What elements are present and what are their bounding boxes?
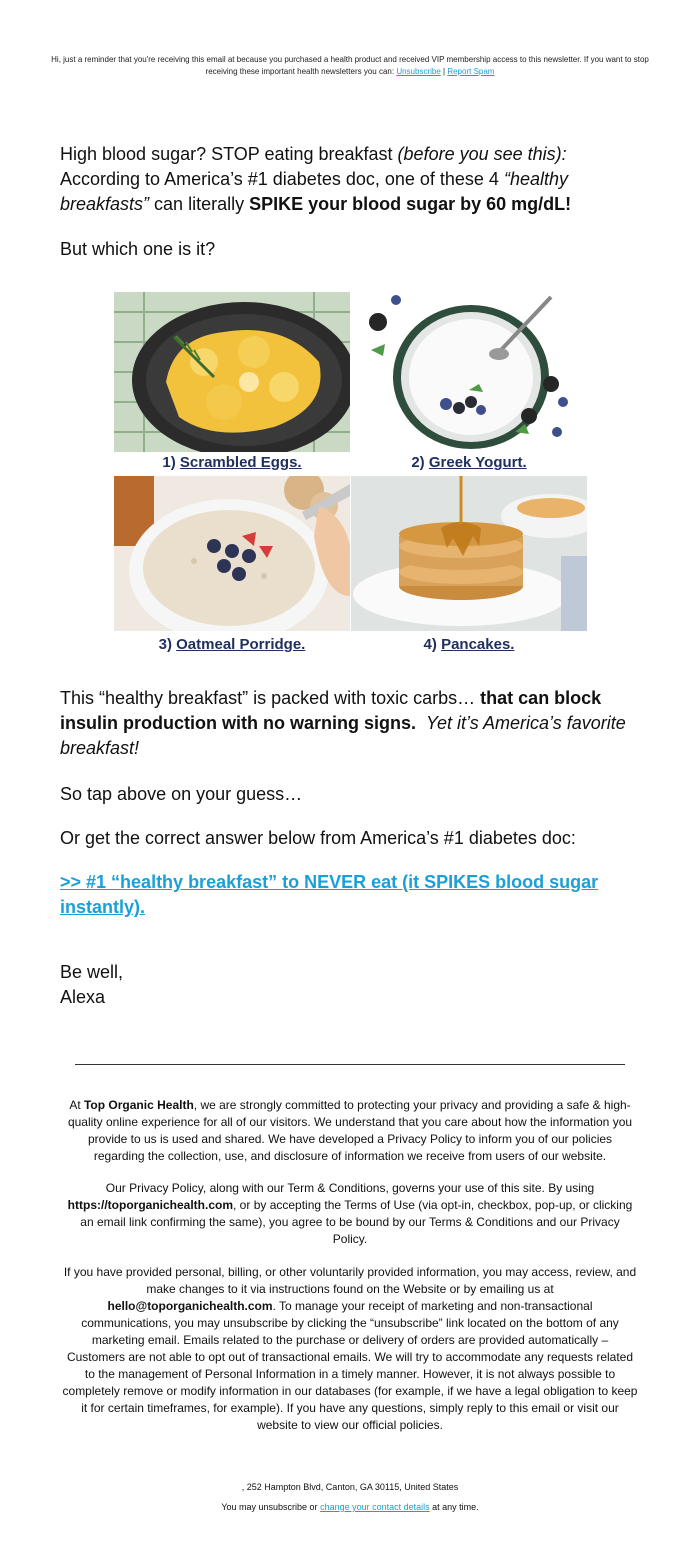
footer-terms-paragraph xyxy=(62,1180,638,1248)
header-notice-text: Hi, just a reminder that you're receiving this email at because you purchased a health product and received VIP membership access to this newsletter. If you want to stop receiving these important health newsletters you can: xyxy=(51,55,649,76)
oatmeal-image[interactable] xyxy=(114,476,350,631)
footer-p1-a: At xyxy=(69,1098,84,1112)
footer-unsub-end: at any time. xyxy=(429,1502,479,1512)
option-1-number: 1) xyxy=(162,454,176,471)
intro-italic-2: “healthy breakfasts” xyxy=(60,169,568,214)
footer-address: , 252 Hampton Blvd, Canton, GA 30115, United States xyxy=(241,1482,459,1492)
cta-paragraph xyxy=(60,870,620,920)
change-contact-details-link[interactable]: change your contact details xyxy=(320,1502,430,1512)
footer-p3-b: . To manage your receipt of marketing and non-transactional communications, you may unsubscribe by clicking the “unsubscribe” link located on the bottom of any marketing email. Emails related to the purchase or delivery of orders are provided automatically – Customers are not able to opt out of transactional emails. We will try to accommodate any requests related to the management of Personal Information in a timely manner. However, it is not always possible to completely remove or modify information in our databases (for example, if we have a legal obligation to keep it for certain timeframes, for example). If you have any questions, simply reply to this email or visit our website to view our official policies. xyxy=(62,1299,638,1432)
footer-p2-a: Our Privacy Policy, along with our Term & Conditions, governs your use of this site. By using xyxy=(105,1181,595,1195)
footer-p1-b: , we are strongly committed to protecting your privacy and providing a safe & high-quality online experience for all of our visitors. We understand that you care about how the information you provide to us is used and shared. We have developed a Privacy Policy to inform you of our policies regarding the collection, use, and disclosure of information we receive from users of our website. xyxy=(67,1098,633,1163)
header-separator: | xyxy=(443,67,446,76)
signoff-line-1: Be well, xyxy=(60,962,124,982)
header-notice xyxy=(50,54,650,78)
footer-p2-b: , or by accepting the Terms of Use (via opt-in, checkbox, pop-up, or clicking an email link confirming the same), you agree to be bound by our Terms & Conditions and our Privacy Policy. xyxy=(80,1198,633,1246)
option-1-label[interactable]: Scrambled Eggs. xyxy=(179,454,302,471)
option-2-caption[interactable] xyxy=(351,454,587,471)
intro-italic-1: (before you see this): xyxy=(397,144,567,164)
intro-bold: SPIKE your blood sugar by 60 mg/dL! xyxy=(249,194,572,214)
body-paragraph-2: So tap above on your guess… xyxy=(60,784,303,804)
intro-text-2: According to America’s #1 diabetes doc, one of these 4 xyxy=(60,169,504,189)
option-4-caption[interactable] xyxy=(351,636,587,653)
footer-privacy-paragraph xyxy=(62,1097,638,1165)
intro-text-3: can literally xyxy=(149,194,250,214)
option-3-number: 3) xyxy=(158,636,172,653)
report-spam-link[interactable]: Report Spam xyxy=(447,67,495,76)
footer-email: hello@toporganichealth.com xyxy=(107,1299,273,1313)
body-paragraph-1 xyxy=(60,686,640,761)
footer-brand: Top Organic Health xyxy=(83,1098,194,1112)
option-3-label[interactable]: Oatmeal Porridge. xyxy=(176,636,306,653)
footer-unsub-text: You may unsubscribe or xyxy=(221,1502,321,1512)
scrambled-eggs-image[interactable] xyxy=(114,292,350,452)
footer-divider xyxy=(75,1064,625,1065)
signoff xyxy=(60,960,640,1010)
intro-paragraph xyxy=(60,142,640,217)
footer-site-url: https://toporganichealth.com xyxy=(67,1198,234,1212)
option-1-caption[interactable] xyxy=(114,454,350,471)
pancakes-image[interactable] xyxy=(351,476,587,631)
footer-data-paragraph xyxy=(62,1264,638,1434)
body-italic: Yet it’s America’s favorite breakfast! xyxy=(60,713,626,758)
option-2-number: 2) xyxy=(411,454,425,471)
footer-p3-a: If you have provided personal, billing, or other voluntarily provided information, you may access, review, and make changes to it via instructions found on the Website or by emailing us at xyxy=(63,1265,637,1296)
option-3-caption[interactable] xyxy=(114,636,350,653)
cta-link[interactable]: >> #1 “healthy breakfast” to NEVER eat (it SPIKES blood sugar instantly). xyxy=(60,872,599,917)
option-4-label[interactable]: Pancakes. xyxy=(441,636,515,653)
breakfast-quiz-image[interactable] xyxy=(114,292,587,660)
option-2-label[interactable]: Greek Yogurt. xyxy=(428,454,527,471)
footer-unsubscribe-line xyxy=(50,1501,650,1513)
body-bold: that can block insulin production with no warning signs. xyxy=(60,688,602,733)
greek-yogurt-image[interactable] xyxy=(351,292,587,452)
signoff-name: Alexa xyxy=(60,987,106,1007)
question-text: But which one is it? xyxy=(60,239,216,259)
option-4-number: 4) xyxy=(423,636,437,653)
body-paragraph-3: Or get the correct answer below from America’s #1 diabetes doc: xyxy=(60,828,576,848)
body-text: This “healthy breakfast” is packed with toxic carbs… xyxy=(60,688,481,708)
unsubscribe-link[interactable]: Unsubscribe xyxy=(396,67,441,76)
intro-text-1: High blood sugar? STOP eating breakfast xyxy=(60,144,398,164)
